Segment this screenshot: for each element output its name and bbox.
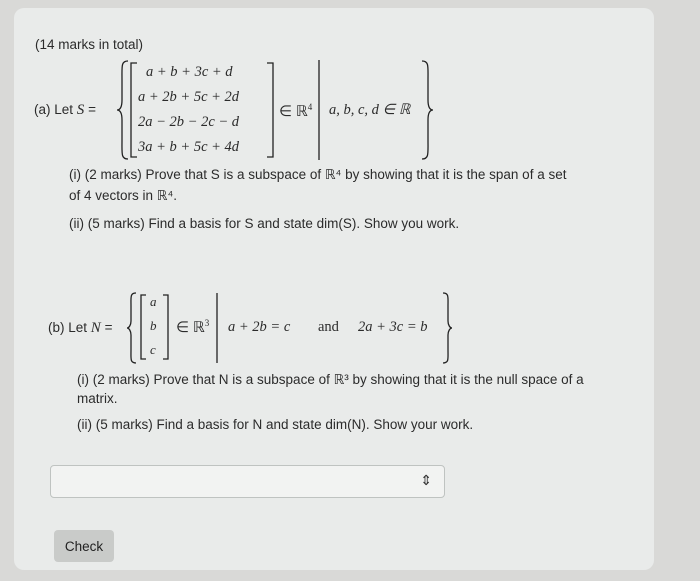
total-marks: (14 marks in total)	[35, 37, 144, 52]
part-b-question-i-line2: matrix.	[77, 391, 118, 406]
set-n-symbol: N	[90, 320, 101, 336]
condition-2: 2a + 3c = b	[358, 319, 428, 335]
vector-entry-a: a	[150, 294, 157, 309]
part-b-question-ii: (ii) (5 marks) Find a basis for N and state dim(N). Show your work.	[77, 417, 474, 432]
right-curly-brace	[420, 60, 434, 160]
right-curly-brace-b	[441, 292, 453, 364]
set-divider-bar	[318, 60, 322, 160]
vector-entry-c: c	[150, 342, 156, 357]
part-a-condition: a, b, c, d ∈ ℝ	[329, 102, 411, 118]
left-curly-brace-b	[126, 292, 138, 364]
left-curly-brace	[116, 60, 130, 160]
part-a-question-ii: (ii) (5 marks) Find a basis for S and state dim(S). Show you work.	[69, 216, 460, 231]
matrix-row-1: a + b + 3c + d	[146, 64, 233, 80]
matrix-row-3: 2a − 2b − 2c − d	[138, 114, 240, 130]
check-button[interactable]: Check	[54, 530, 114, 562]
matrix-row-4: 3a + b + 5c + 4d	[138, 139, 240, 155]
matrix-row-2: a + 2b + 5c + 2d	[138, 89, 240, 105]
right-square-bracket	[266, 62, 274, 158]
set-s-symbol: S	[76, 102, 85, 118]
left-square-bracket	[130, 62, 138, 158]
part-a-lead: (a) Let S =	[34, 102, 96, 118]
right-square-bracket-b	[162, 294, 169, 360]
updown-arrow-icon: ⇕	[420, 472, 432, 488]
set-divider-bar-b	[216, 293, 220, 363]
membership-r3: ∈ ℝ$^3$	[176, 318, 210, 336]
vector-entry-b: b	[150, 318, 157, 333]
part-b-lead: (b) Let N =	[48, 320, 113, 336]
part-a-question-i-line2: of 4 vectors in ℝ⁴.	[69, 188, 178, 203]
answer-select[interactable]	[50, 465, 445, 498]
condition-and: and	[318, 319, 339, 335]
left-square-bracket-b	[140, 294, 147, 360]
condition-1: a + 2b = c	[228, 319, 291, 335]
part-a-question-i-line1: (i) (2 marks) Prove that S is a subspace of ℝ⁴ by showing that it is the span of a set	[69, 167, 567, 182]
membership-r4: ∈ ℝ$^4$	[279, 102, 313, 120]
part-b-question-i-line1: (i) (2 marks) Prove that N is a subspace of ℝ³ by showing that it is the null space of a	[77, 372, 584, 387]
